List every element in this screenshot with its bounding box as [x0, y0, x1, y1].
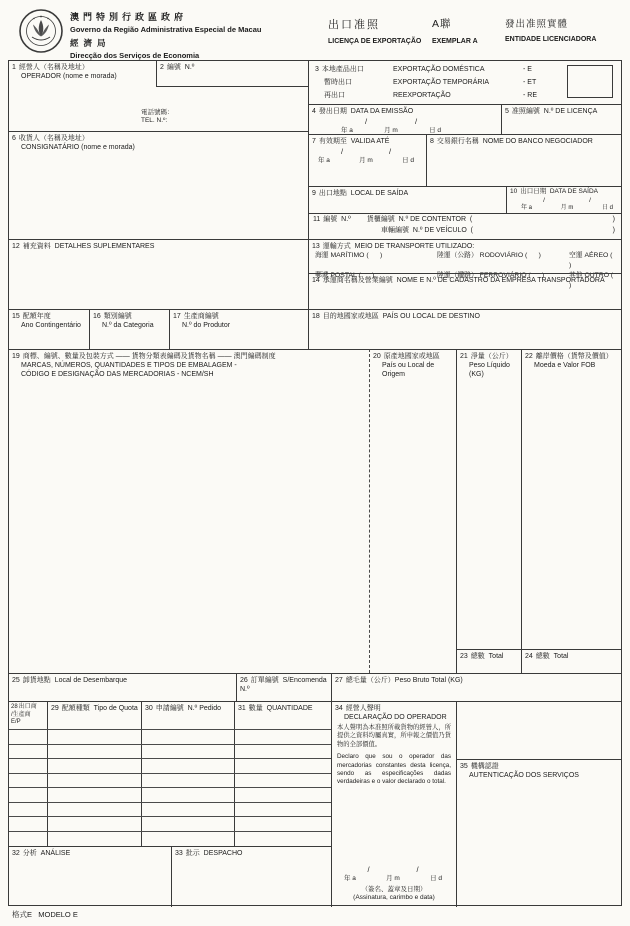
field-32-analise: 32 分析 ANÁLISE — [9, 846, 171, 907]
field-34-declaracao: 34 經營人聲明 DECLARAÇÃO DO OPERADOR 本人聲明為本准照所載貨物的經營人，所提供之資料均屬真實，所申報之價值乃貨物的全部價值。 Declaro que sou o operador das mercadorias constantes desta licença, sendo as especificações dadas verdadeiras e o valor declarado o total. / / 年 a 月 m 日 d （簽名、蓋章及日期） (Assinatura, carimbo e data) — [331, 701, 456, 907]
form-title-cn: 出口准照 — [328, 19, 380, 31]
field-11-contentor-veiculo: 11 編號 N.º 貨櫃編號 N.º DE CONTENTOR ( ) 車輛編號 N.º DE VEÍCULO ( ) — [308, 213, 621, 239]
gov-name-cn: 澳門特別行政區政府 — [70, 12, 188, 22]
field-5-numero-licenca: 5 准照編號 N.º DE LICENÇA — [501, 104, 621, 134]
field-3-export-type — [308, 61, 621, 104]
telephone-label: 電話號碼： TEL. N.º: — [141, 109, 174, 124]
field-10-data-saida: 10 出口日期 DATA DE SAÍDA / / 年 a 月 m 日 d — [506, 186, 621, 213]
field-29-tipo-quota: 29 配額種類 Tipo de Quota — [47, 701, 141, 846]
field-15-ano-contingentario: 15 配額年度 Ano Contingentário — [9, 309, 89, 349]
field-9-local-saida: 9 出口地點 LOCAL DE SAÍDA — [308, 186, 506, 213]
form-grid — [8, 60, 625, 906]
field-27-peso-bruto: 27 總毛量（公斤）Peso Bruto Total (KG) — [331, 673, 621, 701]
issuer-pt: ENTIDADE LICENCIADORA — [505, 36, 597, 43]
field-23-total: 23 總數 Total — [456, 649, 521, 673]
issuer-cn: 發出准照實體 — [505, 19, 569, 30]
field-35-autenticacao: 35 機構認證 AUTENTICAÇÃO DOS SERVIÇOS — [456, 759, 621, 907]
quota-row-line — [9, 773, 331, 774]
field-25-desembarque: 25 卸貨地點 Local de Desembarque — [9, 673, 236, 701]
copy-label-cn: A聯 — [432, 18, 452, 30]
field-8-banco-negociador: 8 交易銀行名稱 NOME DO BANCO NEGOCIADOR — [426, 134, 621, 186]
empty-cell — [456, 701, 621, 759]
macau-government-seal — [18, 8, 64, 59]
copy-label-block — [432, 16, 478, 45]
field-21-peso-liquido: 21 淨量（公斤） Peso Líquido (KG) — [456, 349, 521, 649]
field-1-operador: 1 經營人（名稱及地址） OPERADOR (nome e morada) 電話號碼： TEL. N.º: — [12, 64, 174, 124]
field-7-valida-ate: 7 有效期至 VALIDA ATÉ / / 年 a 月 m 日 d — [308, 134, 426, 186]
export-type-reexportacao: 再出口 REEXPORTAÇÃO - RE — [324, 92, 537, 99]
field-24-total: 24 總數 Total — [521, 649, 621, 673]
gov-name-pt: Governo da Região Administrativa Especial de Macau — [70, 25, 262, 34]
dept-name-cn: 經濟局 — [70, 38, 111, 48]
quota-row-line — [9, 831, 331, 832]
quota-row-line — [9, 758, 331, 759]
transport-row-1: 海運 MARÍTIMO ( ) 陸運（公路） RODOVIÁRIO ( ) 空運 AÉREO ( ) — [315, 252, 624, 269]
export-type-domestica: 3 本地產品出口 EXPORTAÇÃO DOMÉSTICA - E — [315, 66, 532, 73]
quota-row-line — [9, 816, 331, 817]
field-20-origem: 20 原產地國家或地區 País ou Local de Origem — [369, 349, 456, 673]
field-18-destino: 18 目的地國家或地區 PAÍS OU LOCAL DE DESTINO — [308, 309, 621, 349]
signature-caption-cn: （簽名、蓋章及日期） — [361, 886, 427, 893]
declaration-text-pt: Declaro que sou o operador das mercadorias constantes desta licença, sendo as especificações dadas verdadeiras e o valor declarado o total. — [337, 753, 453, 786]
date-block: / / 年 a 月 m 日 d — [318, 147, 414, 164]
export-type-temporaria: 暫時出口 EXPORTAÇÃO TEMPORÁRIA - ET — [324, 79, 537, 86]
field-14-transportadora: 14 承運商名稱及營業編號 NOME E N.º DE CADASTRO DA EMPRESA TRANSPORTADORA — [308, 273, 621, 309]
field-26-encomenda: 26 訂單編號 S/Encomenda N.º — [236, 673, 331, 701]
declaration-text-cn: 本人聲明為本准照所載貨物的經營人，所提供之資料均屬真實，所申報之價值乃貨物的全部價值。 — [337, 724, 451, 748]
field-16-categoria: 16 類別編號 N.º da Categoria — [89, 309, 169, 349]
copy-label-pt: EXEMPLAR A — [432, 38, 478, 45]
field-13-transporte: 13 運輸方式 MEIO DE TRANSPORTE UTILIZADO: 海運 MARÍTIMO ( ) 陸運（公路） RODOVIÁRIO ( ) 空運 AÉREO ( ) 郵遞 POSTAL ( ) 陸運（鐵路） FERROVIÁRIO ( ) 其他 OUTRO ( ) — [308, 239, 621, 273]
field-33-despacho: 33 批示 DESPACHO — [171, 846, 331, 907]
header — [0, 0, 630, 58]
export-type-code-box — [567, 65, 613, 98]
date-block: / / 年 a 月 m 日 d — [344, 865, 442, 882]
field-17-produtor: 17 生產商編號 N.º do Produtor — [169, 309, 308, 349]
field-28-exportador-produtor: 28出口商 /生產商 E/P — [9, 701, 47, 846]
quota-row-line — [9, 729, 331, 730]
form-model-footer: 格式E MODELO E — [12, 910, 78, 919]
field-19-mercadorias: 19 商標、編號、數量及包裝方式 —— 貨物分類表編碼及貨物名稱 —— 澳門編碼制度 MARCAS, NÚMEROS, QUANTIDADES E TIPOS DE EMBALAGEM - CÓDIGO E DESIGNAÇÃO DAS MERCADORIAS - NCEM/SH — [9, 349, 369, 673]
field-4-data-emissao: 4 發出日期 DATA DA EMISSÃO / / 年 a 月 m 日 d — [308, 104, 501, 134]
field-31-quantidade: 31 數量 QUANTIDADE — [234, 701, 331, 846]
seal-icon — [18, 8, 64, 54]
field-12-detalhes: 12 補充資料 DETALHES SUPLEMENTARES — [9, 239, 308, 309]
form-title-pt: LICENÇA DE EXPORTAÇÃO — [328, 38, 422, 45]
signature-caption-pt: (Assinatura, carimbo e data) — [353, 894, 435, 901]
date-block: / / 年 a 月 m 日 d — [521, 197, 613, 211]
date-block: / / 年 a 月 m 日 d — [341, 117, 441, 134]
field-6-consignatario: 6 收貨人（名稱及地址） CONSIGNATÁRIO (nome e morada) — [9, 131, 308, 239]
dept-name-pt: Direcção dos Serviços de Economia — [70, 51, 200, 60]
field-2-numero: 2 編號 N.º — [156, 61, 308, 87]
form-title-block — [328, 16, 421, 45]
quota-row-line — [9, 802, 331, 803]
field-30-pedido: 30 申請編號 N.º Pedido — [141, 701, 234, 846]
issuer-block — [505, 16, 596, 43]
government-title-block — [70, 10, 261, 60]
quota-row-line — [9, 787, 331, 788]
field-22-valor-fob: 22 離岸價格（貨幣及價值） Moeda e Valor FOB — [521, 349, 621, 649]
quota-row-line — [9, 744, 331, 745]
transport-row-2: 郵遞 POSTAL ( ) 陸運（鐵路） FERROVIÁRIO ( ) 其他 OUTRO ( ) — [315, 272, 625, 289]
signature-block — [332, 864, 456, 902]
